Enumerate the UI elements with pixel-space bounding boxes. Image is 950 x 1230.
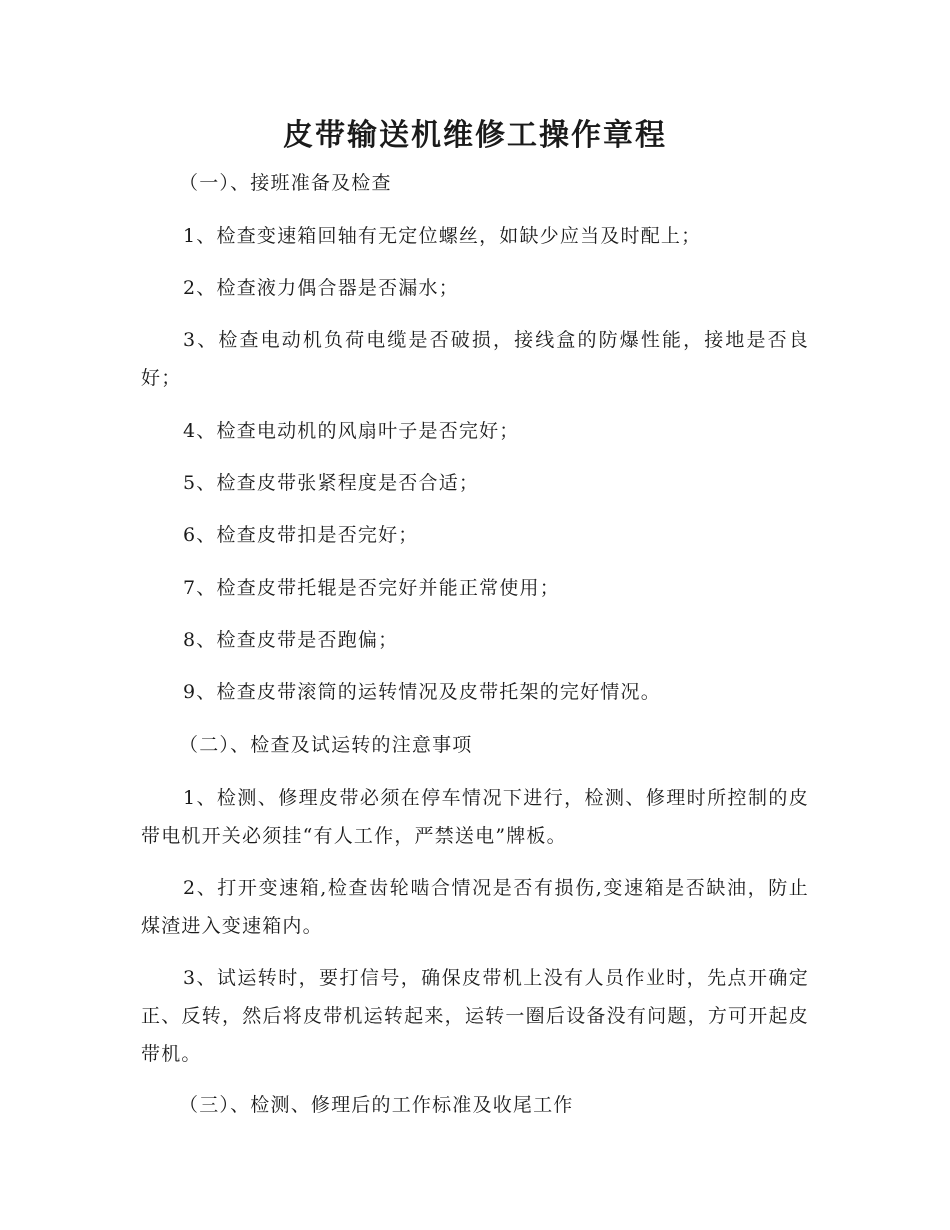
section-heading-2: （二）、检查及试运转的注意事项 — [179, 734, 473, 756]
section-heading-1: （一）、接班准备及检查 — [179, 172, 392, 194]
paragraph-item-5: 5、检查皮带张紧程度是否合适； — [183, 472, 480, 494]
paragraph-item-8: 8、检查皮带是否跑偏； — [183, 629, 399, 651]
paragraph-item-1: 1、检查变速箱回轴有无定位螺丝，如缺少应当及时配上； — [183, 225, 702, 247]
paragraph-item-11: 2、打开变速箱,检查齿轮啮合情况是否有损伤,变速箱是否缺油，防止煤渣进入变速箱内。 — [141, 877, 809, 937]
section-heading-3: （三）、检测、修理后的工作标准及收尾工作 — [179, 1094, 574, 1116]
paragraph-item-6: 6、检查皮带扣是否完好； — [183, 524, 419, 546]
paragraph-item-10: 1、检测、修理皮带必须在停车情况下进行，检测、修理时所控制的皮带电机开关必须挂“有人工作，严禁送电”牌板。 — [141, 787, 809, 847]
paragraph-item-12: 3、试运转时，要打信号，确保皮带机上没有人员作业时，先点开确定正、反转，然后将皮带机运转起来，运转一圈后设备没有问题，方可开起皮带机。 — [141, 967, 809, 1065]
paragraph-item-2: 2、检查液力偶合器是否漏水； — [183, 277, 459, 299]
document-title: 皮带输送机维修工操作章程 — [283, 118, 667, 153]
paragraph-item-4: 4、检查电动机的风扇叶子是否完好； — [183, 420, 520, 442]
paragraph-item-7: 7、检查皮带托辊是否完好并能正常使用； — [183, 577, 560, 599]
paragraph-item-9: 9、检查皮带滚筒的运转情况及皮带托架的完好情况。 — [183, 681, 661, 703]
paragraph-item-3: 3、检查电动机负荷电缆是否破损，接线盒的防爆性能，接地是否良好； — [141, 329, 809, 389]
